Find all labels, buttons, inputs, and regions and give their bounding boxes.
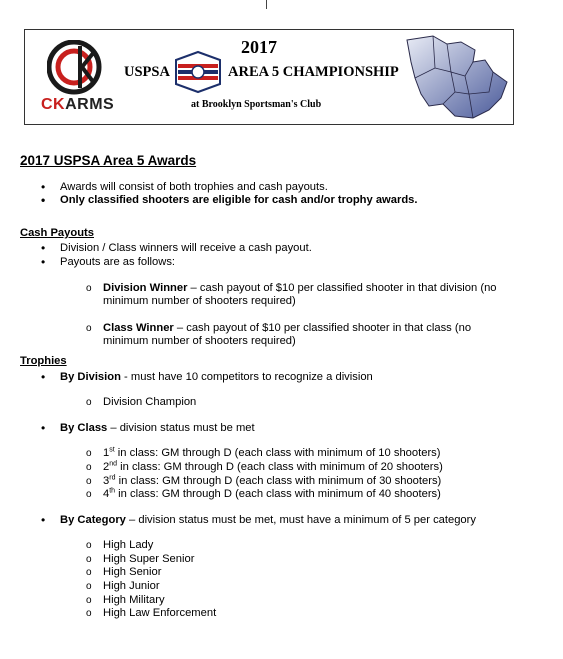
by-class-text: – division status must be met — [107, 421, 255, 434]
by-division-item — [20, 371, 540, 385]
by-category-text: – division status must be met, must have a minimum of 5 per category — [125, 513, 476, 526]
category-item: o High Military — [20, 594, 540, 608]
trophies-heading: Trophies — [20, 354, 67, 367]
event-title: AREA 5 CHAMPIONSHIP — [228, 64, 399, 80]
trophies-class-list — [20, 422, 540, 436]
practical-shooting-emblem-icon — [170, 50, 226, 94]
class-place-2: o 2nd in class: GM through D (each class with minimum of 20 shooters) — [20, 461, 540, 475]
by-division-text: - must have 10 competitors to recognize a division — [120, 370, 373, 383]
championship-banner — [24, 29, 514, 125]
ckarms-logo — [41, 40, 119, 120]
category-item: o High Junior — [20, 580, 540, 594]
class-winner-payout — [20, 322, 540, 349]
class-place-3: o 3rd in class: GM through D (each class with minimum of 30 shooters) — [20, 475, 540, 489]
class-winner-text: – cash payout of $10 per classified shooter in that class (no minimum number of shooters required) — [103, 321, 472, 348]
category-item: o High Senior — [20, 566, 540, 580]
division-winner-label: Division Winner — [103, 281, 188, 294]
cash-payouts-list — [20, 242, 540, 269]
division-champion-item: o Division Champion — [20, 396, 540, 410]
intro-item-eligibility: • Only classified shooters are eligible for cash and/or trophy awards. — [20, 194, 540, 208]
category-item: o High Super Senior — [20, 553, 540, 567]
payout-details-list — [20, 282, 540, 349]
by-category-item — [20, 514, 540, 528]
class-places-list — [20, 447, 540, 501]
by-class-label: By Class — [60, 421, 108, 434]
document-title: 2017 USPSA Area 5 Awards — [20, 153, 197, 168]
by-division-label: By Division — [60, 370, 121, 383]
class-place-1: o 1st in class: GM through D (each class with minimum of 10 shooters) — [20, 447, 540, 461]
categories-list — [20, 539, 540, 621]
awards-document — [20, 154, 540, 621]
category-item: o High Law Enforcement — [20, 607, 540, 621]
cash-item-payouts: • Payouts are as follows: — [20, 256, 540, 270]
class-winner-label: Class Winner — [103, 321, 174, 334]
division-winner-payout — [20, 282, 540, 309]
event-year: 2017 — [241, 37, 277, 57]
great-lakes-region-map-icon — [403, 32, 513, 122]
trophies-category-list — [20, 514, 540, 528]
by-class-item — [20, 422, 540, 436]
division-winner-text: – cash payout of $10 per classified shooter in that division (no minimum number of shooters required) — [103, 281, 497, 308]
cash-payouts-heading: Cash Payouts — [20, 226, 94, 239]
trophies-division-list — [20, 371, 540, 385]
class-place-4: o 4th in class: GM through D (each class with minimum of 40 shooters) — [20, 488, 540, 502]
event-org: USPSA — [124, 64, 170, 80]
category-item: o High Lady — [20, 539, 540, 553]
intro-list — [20, 181, 540, 208]
division-champion-list — [20, 396, 540, 410]
intro-item-awards: • Awards will consist of both trophies and cash payouts. — [20, 181, 540, 195]
event-venue: at Brooklyn Sportsman's Club — [191, 99, 322, 110]
cash-item-winners: • Division / Class winners will receive a cash payout. — [20, 242, 540, 256]
ckarms-wordmark: CKARMS — [41, 96, 115, 113]
page-tick-mark — [266, 0, 267, 9]
by-category-label: By Category — [60, 513, 126, 526]
ckarms-logo-icon — [47, 40, 107, 96]
